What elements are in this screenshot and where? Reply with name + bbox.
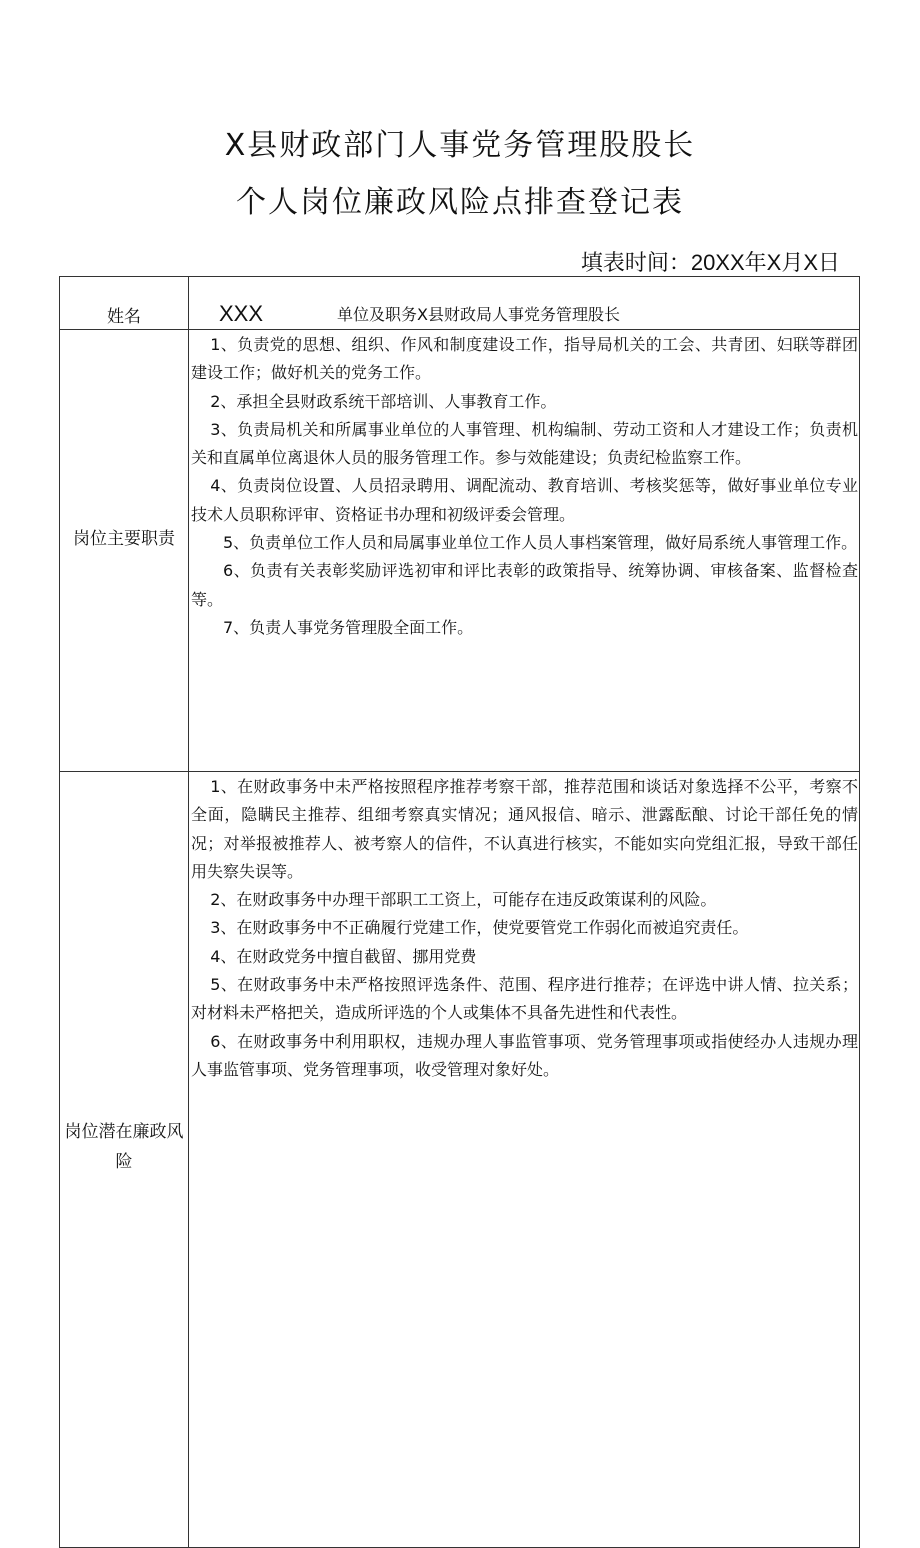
document-title-line2: 个人岗位廉政风险点排查登记表 — [236, 185, 684, 220]
registration-form-table — [59, 276, 860, 1548]
duty-item-5: 5、负责单位工作人员和局属事业单位工作人员人事档案管理，做好局系统人事管理工作。 — [223, 533, 858, 553]
position-value: X县财政局人事党务管理股长 — [417, 305, 620, 324]
name-row — [60, 277, 860, 330]
duty-item-7: 7、负责人事党务管理股全面工作。 — [223, 617, 474, 637]
position-label: 单位及职务 — [337, 305, 418, 324]
risks-label: 岗位潜在廉政风险 — [60, 772, 189, 1548]
duty-item-3: 3、负责局机关和所属事业单位的人事管理、机构编制、劳动工资和人才建设工作；负责机关和直属单位离退休人员的服务管理工作。参与效能建设；负责纪检监察工作。 — [191, 419, 858, 468]
duty-item-6: 6、负责有关表彰奖励评选初审和评比表彰的政策指导、统筹协调、审核备案、监督检查等。 — [191, 561, 858, 609]
name-info-cell — [189, 277, 860, 330]
fill-date — [581, 246, 840, 277]
risk-item-6: 6、在财政事务中利用职权，违规办理人事监管事项、党务管理事项或指使经办人违规办理人事监管事项、党务管理事项，收受管理对象好处。 — [191, 1031, 858, 1079]
risk-item-2: 2、在财政事务中办理干部职工工资上，可能存在违反政策谋利的风险。 — [210, 890, 717, 910]
duty-item-4: 4、负责岗位设置、人员招录聘用、调配流动、教育培训、考核奖惩等，做好事业单位专业技术人员职称评审、资格证书办理和初级评委会管理。 — [191, 476, 858, 524]
risks-cell — [189, 772, 860, 1548]
duties-cell — [189, 330, 860, 772]
name-value: XXX — [219, 301, 264, 326]
duties-content — [189, 330, 859, 642]
position-info — [337, 302, 620, 325]
fill-date-value: 20XX年X月X日 — [690, 250, 840, 275]
duty-item-2: 2、承担全县财政系统干部培训、人事教育工作。 — [210, 391, 557, 411]
risk-item-3: 3、在财政事务中不正确履行党建工作，使党要管党工作弱化而被追究责任。 — [210, 918, 749, 938]
duties-row — [60, 330, 860, 772]
duty-item-1: 1、负责党的思想、组织、作风和制度建设工作，指导局机关的工会、共青团、妇联等群团建设工作；做好机关的党务工作。 — [191, 335, 858, 383]
risks-content — [189, 772, 859, 1084]
document-title-line1: X县财政部门人事党务管理股股长 — [224, 128, 696, 163]
name-label: 姓名 — [60, 277, 189, 330]
risk-item-5: 5、在财政事务中未严格按照评选条件、范围、程序进行推荐；在评选中讲人情、拉关系；对材料未严格把关，造成所评选的个人或集体不具备先进性和代表性。 — [191, 975, 858, 1023]
risks-row — [60, 772, 860, 1548]
risk-item-1: 1、在财政事务中未严格按照程序推荐考察干部，推荐范围和谈话对象选择不公平，考察不全面，隐瞒民主推荐、组细考察真实情况；通风报信、暗示、泄露酝酿、讨论干部任免的情况；对举报被推荐人、被考察人的信件，不认真进行核实，不能如实向党组汇报，导致干部任用失察失误等。 — [191, 777, 858, 881]
risk-item-4: 4、在财政党务中擅自截留、挪用党费 — [210, 946, 477, 966]
fill-date-label: 填表时间： — [580, 251, 691, 276]
duties-label: 岗位主要职责 — [60, 330, 189, 772]
